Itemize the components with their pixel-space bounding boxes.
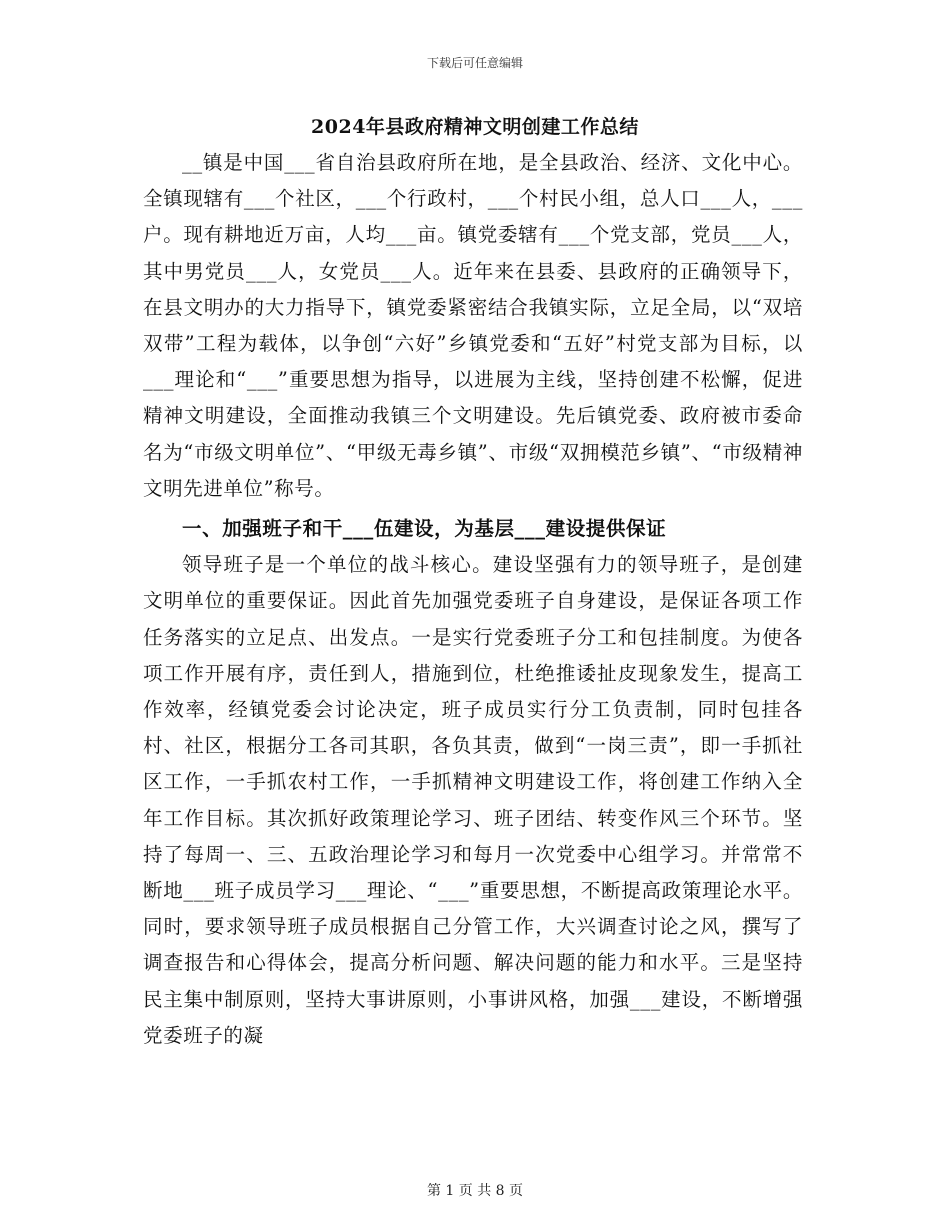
document-body bbox=[143, 145, 803, 1054]
intro-paragraph: __镇是中国___省自治县政府所在地，是全县政治、经济、文化中心。全镇现辖有___个社区，___个行政村，___个村民小组，总人口___人，___户。现有耕地近万亩，人均___亩。镇党委辖有___个党支部，党员___人，其中男党员___人，女党员___人。近年来在县委、县政府的正确领导下，在县文明办的大力指导下，镇党委紧密结合我镇实际，立足全局，以“双培双带”工程为载体，以争创“六好”乡镇党委和“五好”村党支部为目标，以___理论和“___”重要思想为指导，以进展为主线，坚持创建不松懈，促进精神文明建设，全面推动我镇三个文明建设。先后镇党委、政府被市委命名为“市级文明单位”、“甲级无毒乡镇”、市级“双拥模范乡镇”、“市级精神文明先进单位”称号。 bbox=[143, 151, 803, 500]
section-paragraph: 领导班子是一个单位的战斗核心。建设坚强有力的领导班子，是创建文明单位的重要保证。因此首先加强党委班子自身建设，是保证各项工作任务落实的立足点、出发点。一是实行党委班子分工和包挂制度。为使各项工作开展有序，责任到人，措施到位，杜绝推诿扯皮现象发生，提高工作效率，经镇党委会讨论决定，班子成员实行分工负责制，同时包挂各村、社区，根据分工各司其职，各负其责，做到“一岗三责”，即一手抓社区工作，一手抓农村工作，一手抓精神文明建设工作，将创建工作纳入全年工作目标。其次抓好政策理论学习、班子团结、转变作风三个环节。坚持了每周一、三、五政治理论学习和每月一次党委中心组学习。并常常不断地___班子成员学习___理论、“___”重要思想，不断提高政策理论水平。同时，要求领导班子成员根据自己分管工作，大兴调查讨论之风，撰写了调查报告和心得体会，提高分析问题、解决问题的能力和水平。三是坚持民主集中制原则，坚持大事讲原则，小事讲风格，加强___建设，不断增强党委班子的凝 bbox=[143, 553, 803, 1047]
page-footer: 第 1 页 共 8 页 bbox=[426, 1183, 524, 1199]
document-title: 2024年县政府精神文明创建工作总结 bbox=[311, 116, 639, 138]
page-header-note: 下载后可任意编辑 bbox=[426, 56, 523, 70]
section-heading: 一、加强班子和干___伍建设，为基层___建设提供保证 bbox=[182, 517, 667, 541]
